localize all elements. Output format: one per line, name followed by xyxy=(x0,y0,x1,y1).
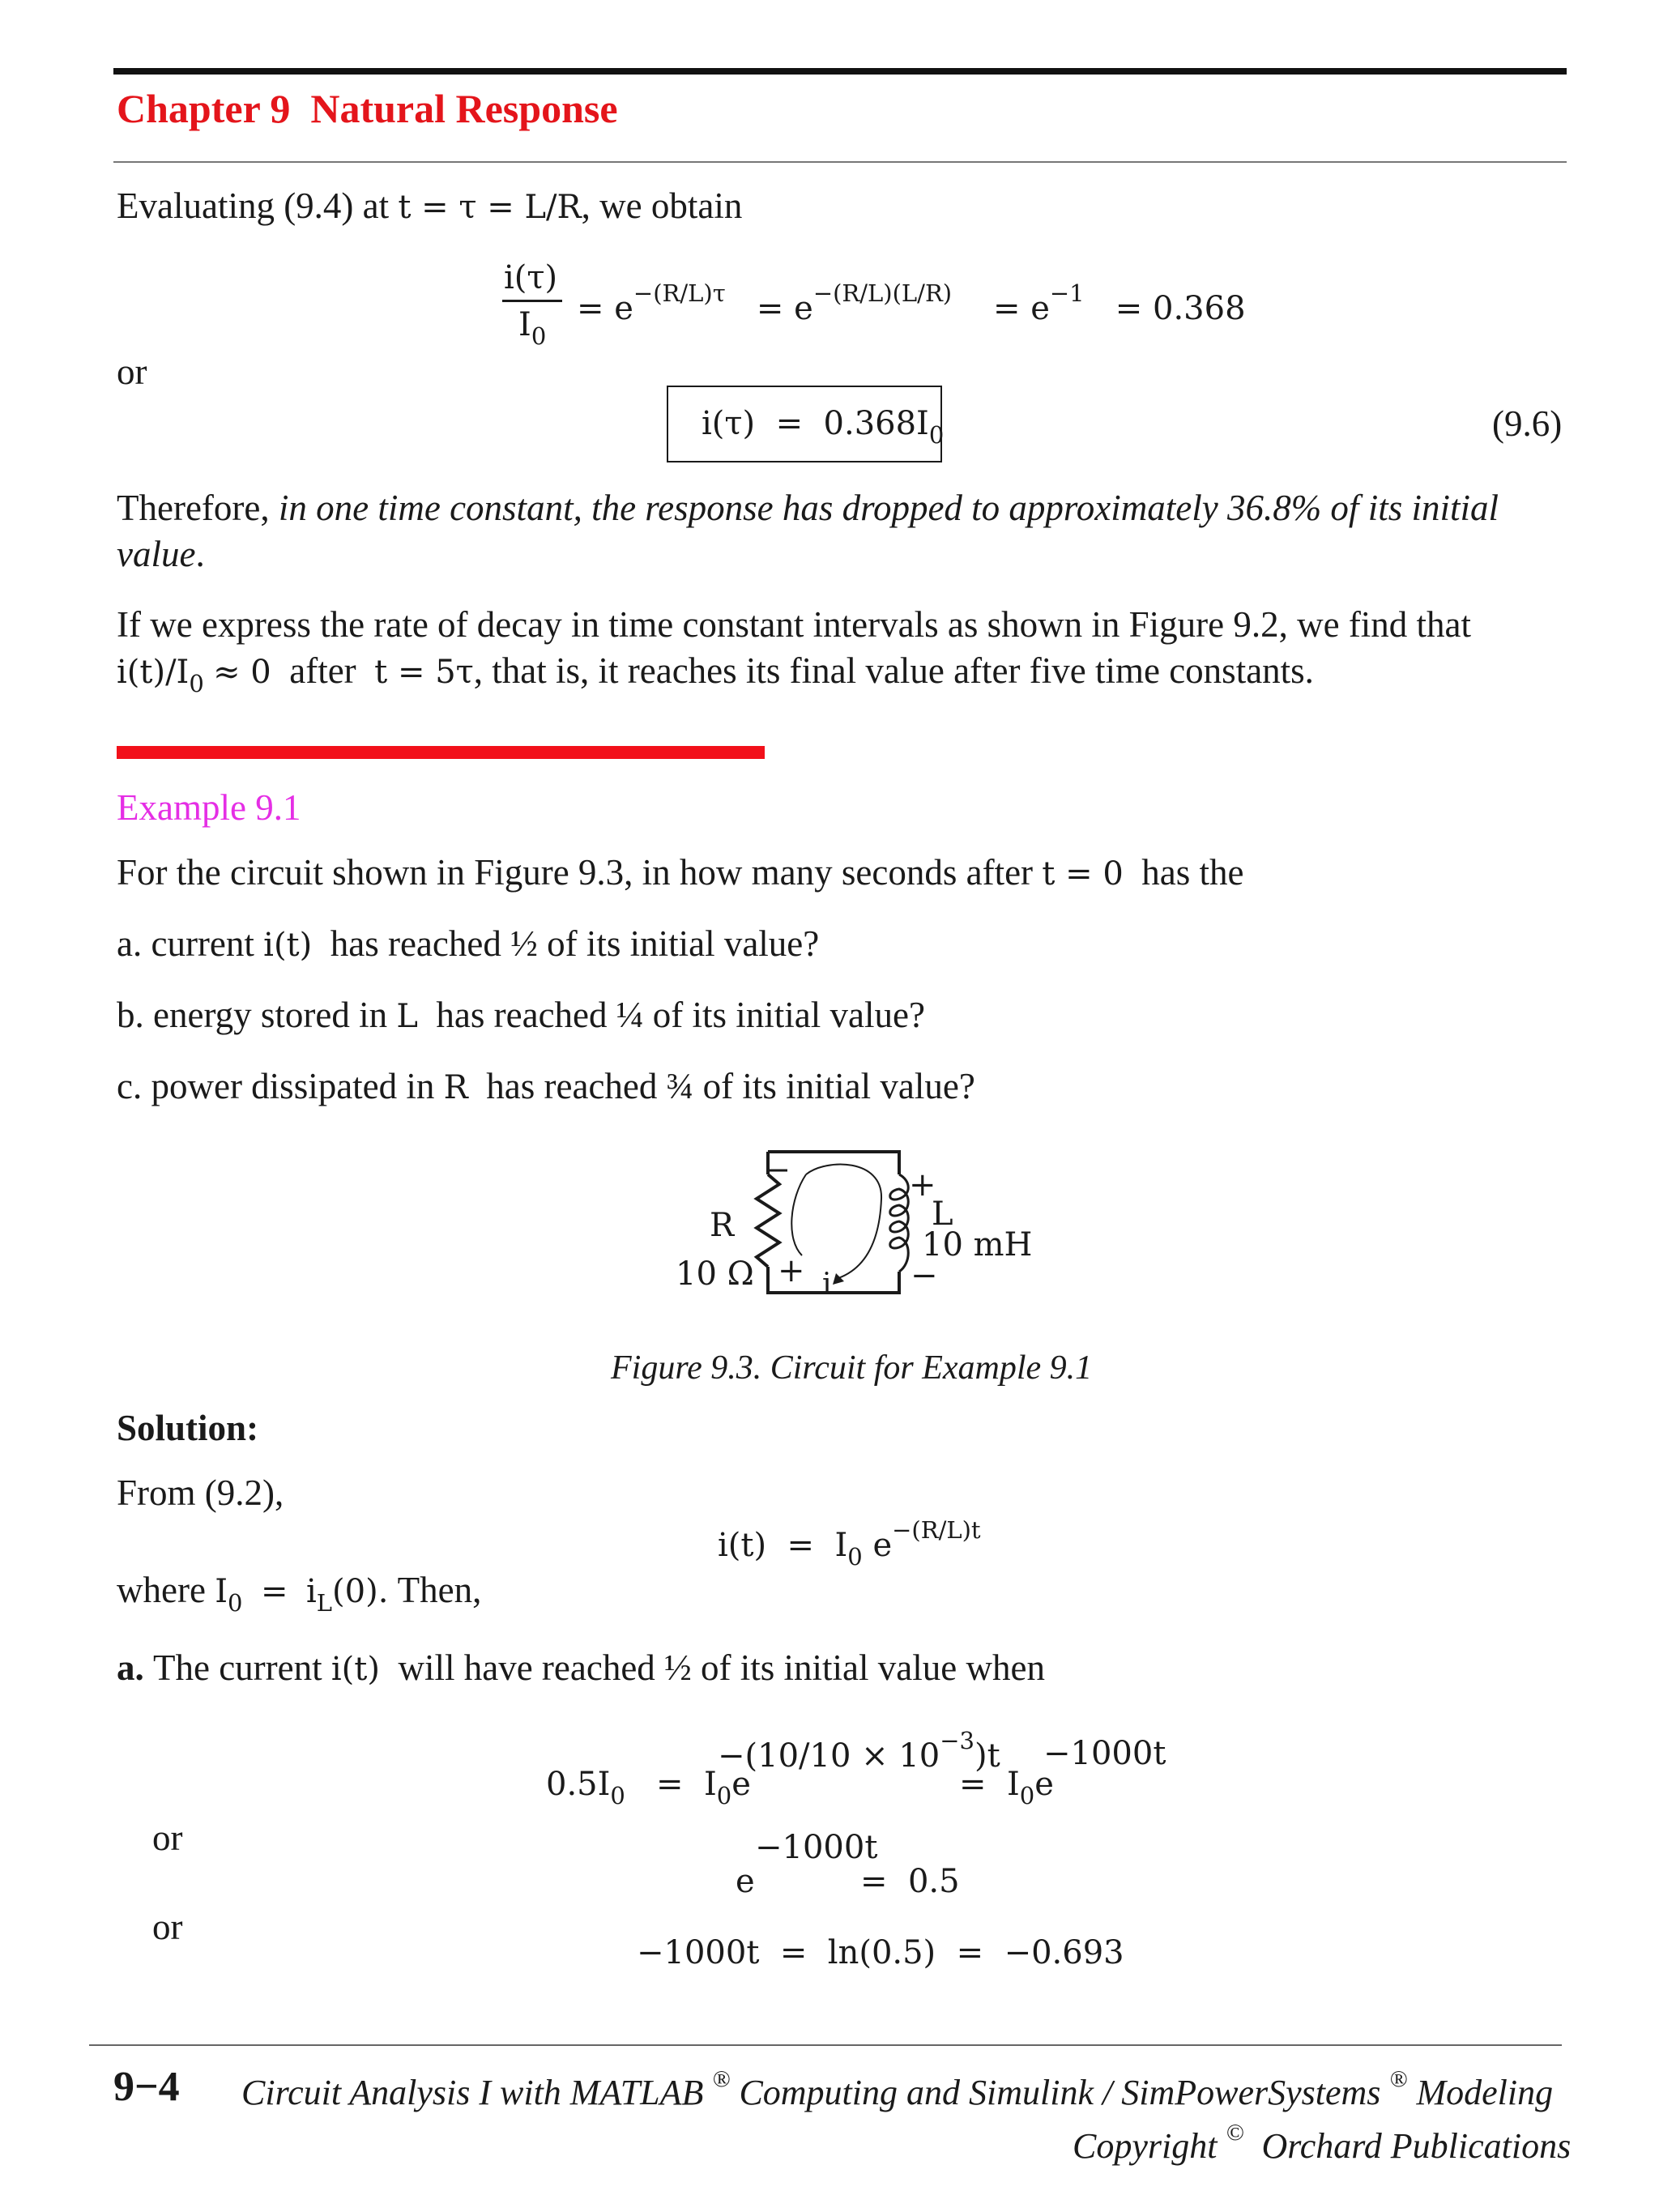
inductor-symbol xyxy=(890,1174,909,1272)
example-intro: For the circuit shown in Figure 9.3, in how many seconds after t = 0 has the xyxy=(117,852,1244,893)
chapter-title: Natural Response xyxy=(310,86,618,131)
equation-half-current-rhs: = $I_0e$ xyxy=(959,1766,1054,1809)
paragraph-evaluating: Evaluating (9.4) at t = τ = L/R, we obtain xyxy=(117,185,743,226)
example-separator-rule xyxy=(117,746,765,759)
question-b: b. energy stored in L has reached ¼ of its initial value? xyxy=(117,995,925,1035)
current-arrowhead xyxy=(833,1273,844,1285)
fraction-bar xyxy=(502,300,562,302)
connector-or: or xyxy=(117,352,147,392)
inductor-plus: + xyxy=(909,1166,936,1204)
fraction-denominator: $I_0$ xyxy=(518,306,547,350)
inductor-minus: − xyxy=(911,1257,938,1294)
chapter-number: Chapter 9 xyxy=(117,86,291,131)
current-loop-arrow xyxy=(806,1165,881,1278)
question-c: c. power dissipated in R has reached ¾ of its initial value? xyxy=(117,1066,975,1106)
footer-book-title: Circuit Analysis I with MATLAB ® Computing and Simulink / SimPowerSystems ® Modeling xyxy=(241,2066,1554,2112)
solution-part-a: a. The current i(t) will have reached ½ of its initial value when xyxy=(117,1647,1045,1688)
equation-exponential-half-exponent: −1000t xyxy=(755,1829,878,1866)
wire-top xyxy=(768,1152,899,1174)
equation-9-6: $i(\tau) = 0.368I_0$ xyxy=(702,405,945,449)
resistor-plus: + xyxy=(778,1252,805,1289)
current-label: i xyxy=(822,1268,832,1301)
resistor-label: R xyxy=(710,1207,735,1244)
footer-copyright: Copyright © Orchard Publications xyxy=(1073,2120,1572,2166)
inductor-value: 10 mH xyxy=(922,1226,1033,1264)
solution-heading: Solution: xyxy=(117,1408,259,1448)
connector-or-3: or xyxy=(152,1907,183,1947)
paragraph-rate-of-decay-line2: $i(t)/I_0 \approx 0$ after t = 5τ, that is, it reaches its final value after five time constants. xyxy=(117,650,1314,697)
figure-caption: Figure 9.3. Circuit for Example 9.1 xyxy=(611,1349,1093,1387)
paragraph-therefore: Therefore, in one time constant, the response has dropped to approximately 36.8% of its initial xyxy=(117,488,1499,528)
example-title: Example 9.1 xyxy=(117,787,301,828)
equation-natural-log: −1000t = ln(0.5) = −0.693 xyxy=(637,1934,1124,1971)
fraction-numerator: i(τ) xyxy=(504,259,558,296)
resistor-value: 10 Ω xyxy=(676,1255,754,1293)
solution-where: where $I_0 = i_L(0)$. Then, xyxy=(117,1570,482,1617)
question-a: a. current i(t) has reached ½ of its initial value? xyxy=(117,923,820,964)
equation-half-current-lhs: $0.5I_0$ = $I_0e$ xyxy=(546,1766,751,1809)
footer-rule xyxy=(89,2044,1562,2046)
resistor-symbol xyxy=(757,1174,779,1267)
header-rule xyxy=(113,161,1567,163)
solution-from: From (9.2), xyxy=(117,1473,284,1513)
connector-or-2: or xyxy=(152,1818,183,1858)
paragraph-therefore-line2: value. xyxy=(117,534,205,574)
equation-exponential-half-rhs: = 0.5 xyxy=(860,1863,960,1900)
top-rule xyxy=(113,68,1567,75)
chapter-header xyxy=(117,84,618,133)
equation-9-2: $i(t) = I_0$ $e^{-(R/L)t}$ xyxy=(718,1516,981,1571)
equation-exponential-half: e xyxy=(736,1863,755,1900)
equation-row: = $e^{-(R/L)\tau}$ = $e^{-(R/L)(L/R)}$ = $e^{-1}$ = 0.368 xyxy=(577,279,1246,327)
equation-half-current-rhs-exponent: −1000t xyxy=(1043,1735,1166,1772)
page-number: 9−4 xyxy=(113,2064,180,2110)
equation-number: (9.6) xyxy=(1492,403,1563,444)
inductor-label: L xyxy=(932,1196,953,1233)
paragraph-rate-of-decay: If we express the rate of decay in time constant intervals as shown in Figure 9.2, we find that xyxy=(117,604,1472,645)
equation-half-current-exponent: $-(10/10 \times 10^{-3})t$ xyxy=(718,1727,1000,1775)
